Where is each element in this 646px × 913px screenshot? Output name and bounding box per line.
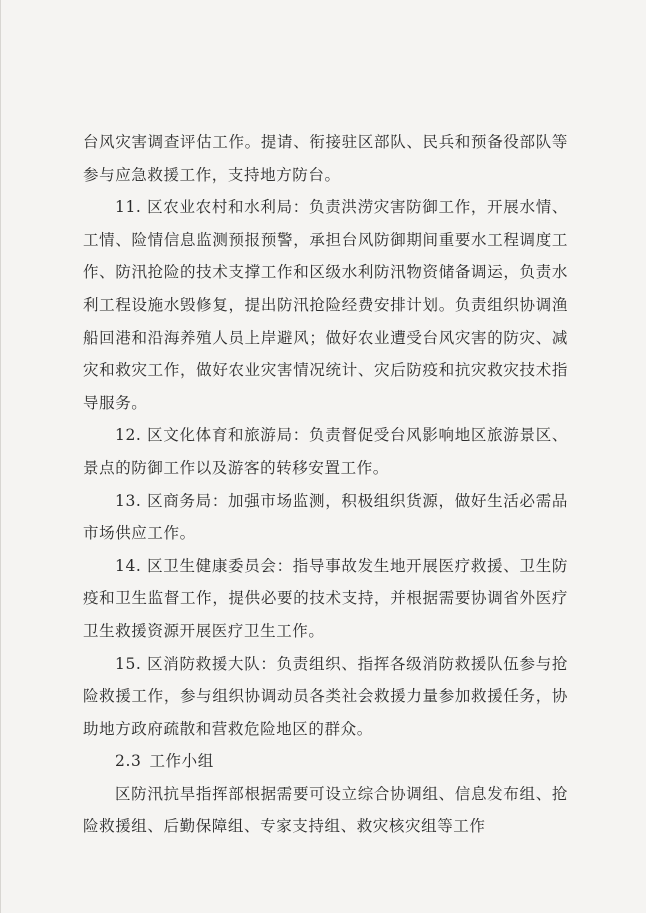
paragraph-item-11: 11. 区农业农村和水利局：负责洪涝灾害防御工作，开展水情、工情、险情信息监测预报预警，承担台风防御期间重要水工程调度工作、防汛抢险的技术支撑工作和区级水利防汛物资储备调运，负责水利工程设施水毁修复，提出防汛抢险经费安排计划。负责组织协调渔船回港和沿海养殖人员上岸避风；做好农业遭受台风灾害的防灾、减灾和救灾工作，做好农业灾害情况统计、灾后防疫和抗灾救灾技术指导服务。 [83,198,568,412]
paragraph-item-12: 12. 区文化体育和旅游局：负责督促受台风影响地区旅游景区、景点的防御工作以及游客的转移安置工作。 [83,426,568,477]
paragraph-item-15: 15. 区消防救援大队：负责组织、指挥各级消防救援队伍参与抢险救援工作，参与组织协调动员各类社会救援力量参加救援任务，协助地方政府疏散和营救危险地区的群众。 [83,654,568,738]
scan-edge [0,0,1,913]
paragraph-intro-continued: 台风灾害调查评估工作。提请、衔接驻区部队、民兵和预备役部队等参与应急救援工作，支持地方防台。 [83,133,568,184]
paragraph-item-13: 13. 区商务局：加强市场监测，积极组织货源，做好生活必需品市场供应工作。 [83,491,568,543]
document-body [83,126,568,843]
section-body-paragraph: 区防汛抗旱指挥部根据需要可设立综合协调组、信息发布组、抢险救援组、后勤保障组、专家支持组、救灾核灾组等工作 [83,784,568,836]
section-heading [83,745,568,778]
section-number: 2.3 [115,752,142,771]
section-title: 工作小组 [149,752,214,771]
paragraph-item-14: 14. 区卫生健康委员会：指导事故发生地开展医疗救援、卫生防疫和卫生监督工作，提供必要的技术支持，并根据需要协调省外医疗卫生救援资源开展医疗卫生工作。 [83,556,568,640]
